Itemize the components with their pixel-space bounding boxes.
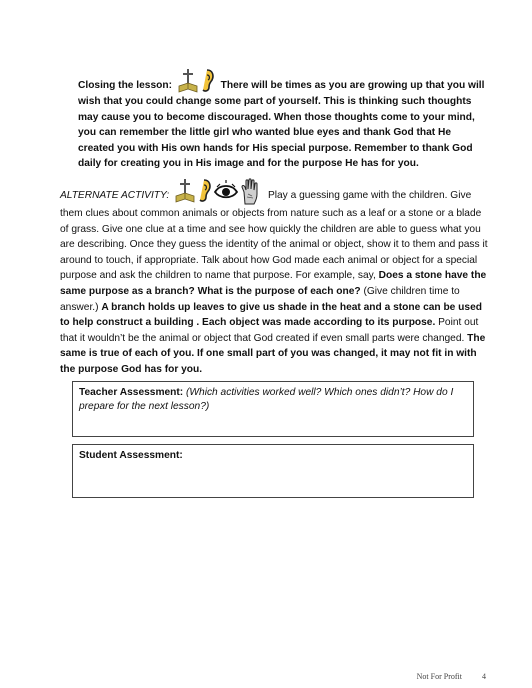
closing-icons xyxy=(178,68,215,94)
cross-bible-icon xyxy=(175,178,195,204)
page-footer xyxy=(417,672,486,681)
hand-icon xyxy=(240,178,262,206)
alternate-answer: A branch holds up leaves to give us shade in the heat and a stone can be used to help construct a building . Each object was made according to its purpose. xyxy=(60,301,482,329)
student-assessment-title: Student Assessment: xyxy=(79,450,183,461)
cross-bible-icon xyxy=(178,68,198,94)
closing-text: There will be times as you are growing up that you will wish that you could change some part of yourself. This is thinking such thoughts may cause you to become discouraged. When those thoughts come to your mind, you can remember the little girl who wanted blue eyes and thank God that He created you with His own hands for His special purpose. Remember to thank God daily for creating you in His image and for the purpose He has for you. xyxy=(78,80,485,170)
footer-note: Not For Profit xyxy=(416,672,462,681)
closing-section xyxy=(78,68,490,172)
alternate-label: ALTERNATE ACTIVITY: xyxy=(60,190,170,201)
eye-icon xyxy=(213,178,239,204)
alternate-middle: Point out that it wouldn’t be the animal or object that God created if even small parts were changed. xyxy=(60,317,479,344)
alternate-pause: (Give children time to answer.) xyxy=(60,285,460,313)
teacher-assessment-hint: (Which activities worked well? Which ones didn’t? How do I prepare for the next lesson?) xyxy=(79,387,454,412)
teacher-assessment-box[interactable] xyxy=(72,381,474,437)
closing-label: Closing the lesson: xyxy=(78,80,172,91)
teacher-assessment-title: Teacher Assessment: xyxy=(79,387,184,398)
alternate-intro: Play a guessing game with the children. Give them clues about common animals or objects from nature such as a leaf or a stone or a blade of grass. Give one clue at a time and see how quickly the children are able to guess what you are describing. Once they guess the identity of the animal or object, show it to them and pass it around to touch, if appropriate. Talk about how God made each animal or object for a special purpose and ask the children to name that purpose. For example, say, xyxy=(60,190,488,282)
ear-icon xyxy=(199,68,215,94)
ear-icon xyxy=(196,178,212,204)
alternate-icons xyxy=(175,178,262,206)
page-number: 4 xyxy=(482,672,486,681)
alternate-activity-section xyxy=(60,178,490,378)
student-assessment-box[interactable] xyxy=(72,444,474,498)
alternate-question: Does a stone have the same purpose as a branch? What is the purpose of each one? xyxy=(60,270,487,297)
alternate-conclusion: The same is true of each of you. If one small part of you was changed, it may not fit in with the purpose God has for you. xyxy=(60,332,486,375)
